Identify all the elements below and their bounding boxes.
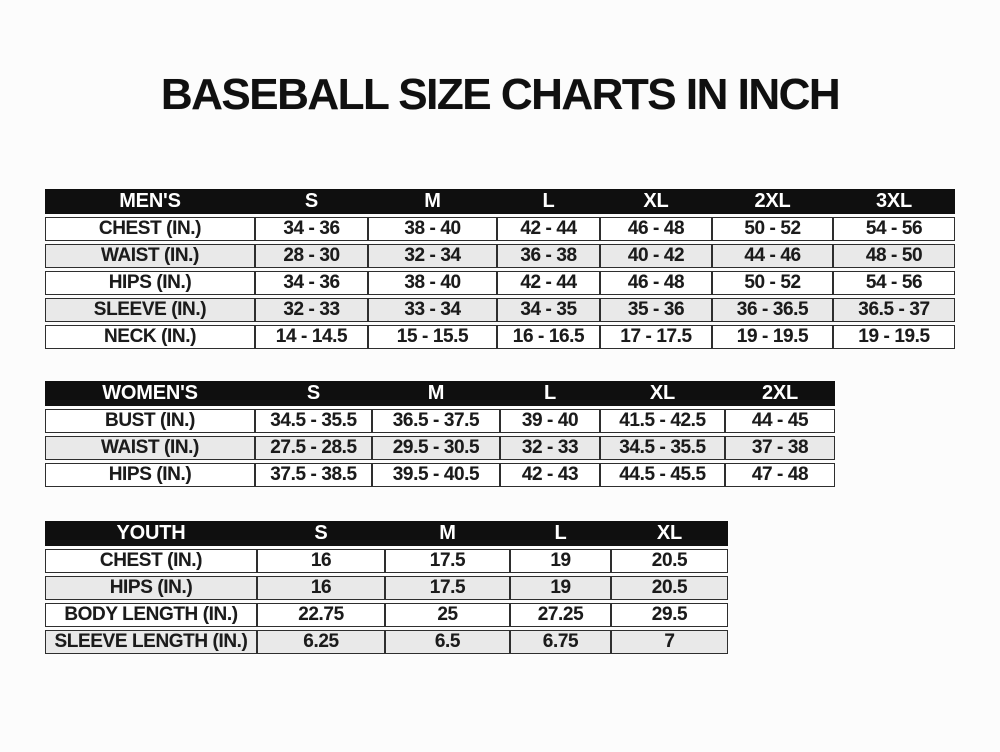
size-value-cell: 36.5 - 37 [833,298,955,322]
size-value-cell: 33 - 34 [368,298,497,322]
size-value-cell: 38 - 40 [368,271,497,295]
size-value-cell: 20.5 [611,576,728,600]
measurement-row [45,463,835,487]
size-value-cell: 6.25 [257,630,385,654]
row-label: WAIST (IN.) [45,436,255,460]
size-value-cell: 29.5 [611,603,728,627]
size-value-cell: 41.5 - 42.5 [600,409,725,433]
size-column-header: 2XL [725,381,835,406]
measurement-row [45,603,728,627]
size-value-cell: 32 - 33 [255,298,368,322]
size-value-cell: 54 - 56 [833,217,955,241]
size-value-cell: 44 - 45 [725,409,835,433]
size-value-cell: 42 - 43 [500,463,600,487]
size-value-cell: 20.5 [611,549,728,573]
measurement-row [45,244,955,268]
youth-group-header: YOUTH [45,521,257,546]
row-label: HIPS (IN.) [45,271,255,295]
size-value-cell: 22.75 [257,603,385,627]
mens-size-table [45,186,955,352]
size-value-cell: 40 - 42 [600,244,712,268]
size-column-header: XL [600,381,725,406]
size-value-cell: 36.5 - 37.5 [372,409,500,433]
womens-header-row [45,381,835,406]
womens-size-table [45,378,835,490]
size-value-cell: 54 - 56 [833,271,955,295]
size-value-cell: 44 - 46 [712,244,833,268]
row-label: HIPS (IN.) [45,576,257,600]
size-value-cell: 34 - 36 [255,271,368,295]
size-value-cell: 17.5 [385,576,510,600]
size-value-cell: 37 - 38 [725,436,835,460]
size-value-cell: 19 - 19.5 [833,325,955,349]
size-column-header: 2XL [712,189,833,214]
row-label: WAIST (IN.) [45,244,255,268]
size-value-cell: 47 - 48 [725,463,835,487]
size-value-cell: 48 - 50 [833,244,955,268]
size-column-header: M [368,189,497,214]
size-value-cell: 46 - 48 [600,271,712,295]
measurement-row [45,409,835,433]
size-value-cell: 32 - 33 [500,436,600,460]
size-value-cell: 17.5 [385,549,510,573]
measurement-row [45,217,955,241]
size-column-header: S [255,381,372,406]
size-value-cell: 38 - 40 [368,217,497,241]
row-label: SLEEVE (IN.) [45,298,255,322]
size-value-cell: 34 - 35 [497,298,600,322]
size-value-cell: 19 [510,576,611,600]
size-value-cell: 34.5 - 35.5 [600,436,725,460]
size-value-cell: 29.5 - 30.5 [372,436,500,460]
size-column-header: L [510,521,611,546]
size-value-cell: 28 - 30 [255,244,368,268]
size-value-cell: 16 [257,549,385,573]
measurement-row [45,436,835,460]
size-value-cell: 16 [257,576,385,600]
size-value-cell: 14 - 14.5 [255,325,368,349]
size-column-header: M [372,381,500,406]
page-title: BASEBALL SIZE CHARTS IN INCH [160,70,840,119]
measurement-row [45,630,728,654]
size-value-cell: 16 - 16.5 [497,325,600,349]
row-label: CHEST (IN.) [45,217,255,241]
size-value-cell: 46 - 48 [600,217,712,241]
size-value-cell: 32 - 34 [368,244,497,268]
size-value-cell: 36 - 36.5 [712,298,833,322]
size-value-cell: 37.5 - 38.5 [255,463,372,487]
size-column-header: M [385,521,510,546]
row-label: BUST (IN.) [45,409,255,433]
size-value-cell: 27.25 [510,603,611,627]
size-value-cell: 27.5 - 28.5 [255,436,372,460]
size-value-cell: 39.5 - 40.5 [372,463,500,487]
row-label: CHEST (IN.) [45,549,257,573]
row-label: HIPS (IN.) [45,463,255,487]
size-column-header: L [500,381,600,406]
size-column-header: 3XL [833,189,955,214]
size-value-cell: 17 - 17.5 [600,325,712,349]
size-column-header: XL [600,189,712,214]
measurement-row [45,271,955,295]
measurement-row [45,549,728,573]
size-value-cell: 50 - 52 [712,217,833,241]
size-value-cell: 39 - 40 [500,409,600,433]
size-column-header: L [497,189,600,214]
size-value-cell: 50 - 52 [712,271,833,295]
measurement-row [45,576,728,600]
mens-group-header: MEN'S [45,189,255,214]
size-value-cell: 42 - 44 [497,271,600,295]
size-value-cell: 15 - 15.5 [368,325,497,349]
size-value-cell: 36 - 38 [497,244,600,268]
measurement-row [45,298,955,322]
size-value-cell: 19 [510,549,611,573]
size-value-cell: 34 - 36 [255,217,368,241]
row-label: BODY LENGTH (IN.) [45,603,257,627]
size-value-cell: 19 - 19.5 [712,325,833,349]
size-value-cell: 35 - 36 [600,298,712,322]
row-label: SLEEVE LENGTH (IN.) [45,630,257,654]
size-value-cell: 34.5 - 35.5 [255,409,372,433]
size-value-cell: 42 - 44 [497,217,600,241]
youth-header-row [45,521,728,546]
size-column-header: S [255,189,368,214]
size-column-header: XL [611,521,728,546]
size-column-header: S [257,521,385,546]
youth-size-table [45,518,728,657]
size-value-cell: 25 [385,603,510,627]
row-label: NECK (IN.) [45,325,255,349]
measurement-row [45,325,955,349]
womens-group-header: WOMEN'S [45,381,255,406]
size-value-cell: 7 [611,630,728,654]
mens-header-row [45,189,955,214]
size-value-cell: 6.5 [385,630,510,654]
size-value-cell: 6.75 [510,630,611,654]
size-value-cell: 44.5 - 45.5 [600,463,725,487]
